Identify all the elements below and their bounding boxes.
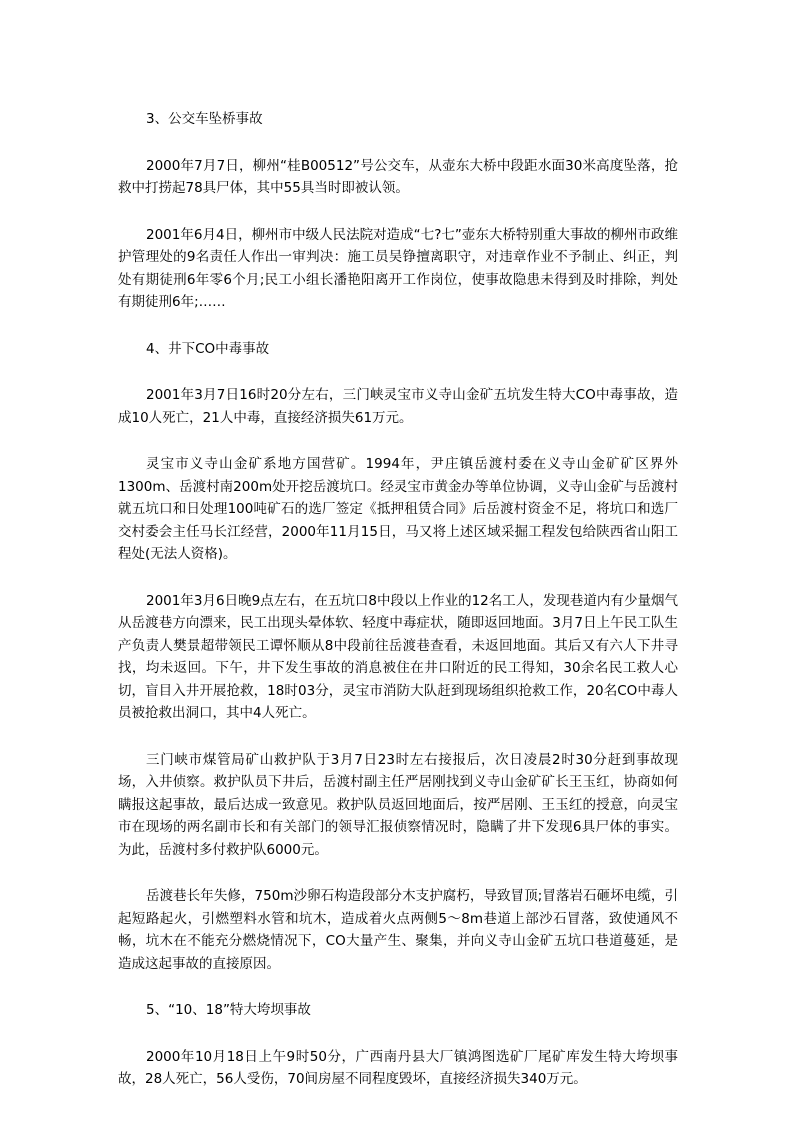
paragraph: 2001年3月7日16时20分左右，三门峡灵宝市义寺山金矿五坑发生特大CO中毒事故，造成10人死亡，21人中毒，直接经济损失61万元。 bbox=[118, 387, 678, 426]
paragraph: 2001年6月4日，柳州市中级人民法院对造成“七?七”壶东大桥特别重大事故的柳州市政维护管理处的9名责任人作出一审判决：施工员吴铮擅离职守，对违章作业不予制止、纠正，判处有期徒刑6年零6个月;民工小组长潘艳阳离开工作岗位，使事故隐患未得到及时排除，判处有期徒刑6年;…… bbox=[118, 226, 678, 310]
document-body bbox=[118, 108, 678, 1115]
section-heading-dam-collapse: 5、“10、18”特大垮坝事故 bbox=[146, 1002, 311, 1018]
section-heading-bus-accident: 3、公交车坠桥事故 bbox=[146, 111, 263, 127]
paragraph: 岳渡巷长年失修，750m沙卵石构造段部分木支护腐朽，导致冒顶;冒落岩石砸坏电缆，引起短路起火，引燃塑料水管和坑木，造成着火点两侧5～8m巷道上部沙石冒落，致使通风不畅，坑木在不能充分燃烧情况下，CO大量产生、聚集，并向义寺山金矿五坑口巷道蔓延，是造成这起事故的直接原因。 bbox=[118, 888, 678, 972]
paragraph: 2000年7月7日，柳州“桂B00512”号公交车，从壶东大桥中段距水面30米高度坠落，抢救中打捞起78具尸体，其中55具当时即被认领。 bbox=[118, 157, 678, 196]
paragraph: 2001年3月6日晚9点左右，在五坑口8中段以上作业的12名工人，发现巷道内有少量烟气从岳渡巷方向漂来，民工出现头晕体软、轻度中毒症状，随即返回地面。3月7日上午民工队生产负责人樊景超带领民工谭怀顺从8中段前往岳渡巷查看，未返回地面。其后又有六人下井寻找，均未返回。下午，井下发生事故的消息被住在井口附近的民工得知，30余名民工救人心切，盲目入井开展抢救，18时03分，灵宝市消防大队赶到现场组织抢救工作，20名CO中毒人员被抢救出洞口，其中4人死亡。 bbox=[118, 592, 678, 721]
section-heading-co-poisoning: 4、井下CO中毒事故 bbox=[146, 340, 270, 357]
paragraph: 灵宝市义寺山金矿系地方国营矿。1994年，尹庄镇岳渡村委在义寺山金矿矿区界外1300m、岳渡村南200m处开挖岳渡坑口。经灵宝市黄金办等单位协调，义寺山金矿与岳渡村就五坑口和日处理100吨矿石的选厂签定《抵押租赁合同》后岳渡村资金不足，将坑口和选厂交村委会主任马长江经营，2000年11月15日，马又将上述区域采掘工程发包给陕西省山阳工程处(无法人资格)。 bbox=[118, 456, 678, 562]
paragraph: 三门峡市煤管局矿山救护队于3月7日23时左右接报后，次日凌晨2时30分赶到事故现场，入井侦察。救护队员下井后，岳渡村副主任严居刚找到义寺山金矿矿长王玉红，协商如何瞒报这起事故，最后达成一致意见。救护队员返回地面后，按严居刚、王玉红的授意，向灵宝市在现场的两名副市长和有关部门的领导汇报侦察情况时，隐瞒了井下发现6具尸体的事实。为此，岳渡村多付救护队6000元。 bbox=[118, 751, 678, 858]
paragraph: 2000年10月18日上午9时50分，广西南丹县大厂镇鸿图选矿厂尾矿库发生特大垮坝事故，28人死亡，56人受伤，70间房屋不同程度毁坏，直接经济损失340万元。 bbox=[118, 1048, 678, 1087]
